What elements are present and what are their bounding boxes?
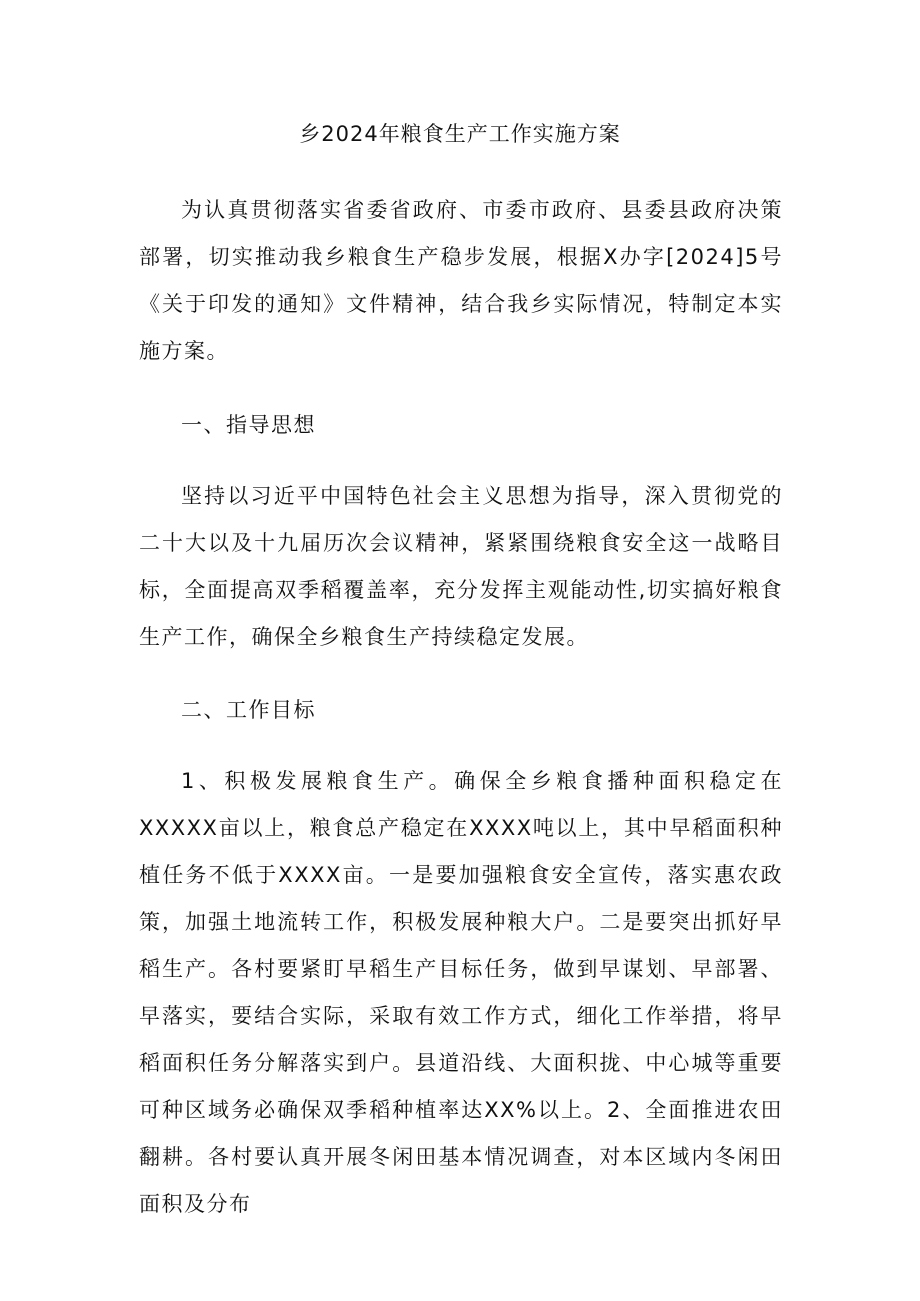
intro-paragraph: 为认真贯彻落实省委省政府、市委市政府、县委县政府决策部署，切实推动我乡粮食生产稳步发展，根据X办字[2024]5号《关于印发的通知》文件精神，结合我乡实际情况，特制定本实施方案。 (139, 198, 783, 363)
section-body-work-goals: 1、积极发展粮食生产。确保全乡粮食播种面积稳定在XXXXX亩以上，粮食总产稳定在XXXX吨以上，其中早稻面积种植任务不低于XXXX亩。一是要加强粮食安全宣传，落实惠农政策，加强土地流转工作，积极发展种粮大户。二是要突出抓好早稻生产。各村要紧盯早稻生产目标任务，做到早谋划、早部署、早落实，要结合实际，采取有效工作方式，细化工作举措，将早稻面积任务分解落实到户。县道沿线、大面积拢、中心城等重要可种区域务必确保双季稻种植率达XX%以上。2、全面推进农田翻耕。各村要认真开展冬闲田基本情况调查，对本区域内冬闲田面积及分布 (139, 769, 783, 1216)
document-title: 乡2024年粮食生产工作实施方案 (299, 122, 621, 146)
section-body-guiding-ideology: 坚持以习近平中国特色社会主义思想为指导，深入贯彻党的二十大以及十九届历次会议精神，紧紧围绕粮食安全这一战略目标，全面提高双季稻覆盖率，充分发挥主观能动性,切实搞好粮食生产工作，确保全乡粮食生产持续稳定发展。 (139, 484, 783, 649)
section-heading-work-goals: 二、工作目标 (181, 698, 316, 722)
section-heading-guiding-ideology: 一、指导思想 (181, 413, 316, 437)
